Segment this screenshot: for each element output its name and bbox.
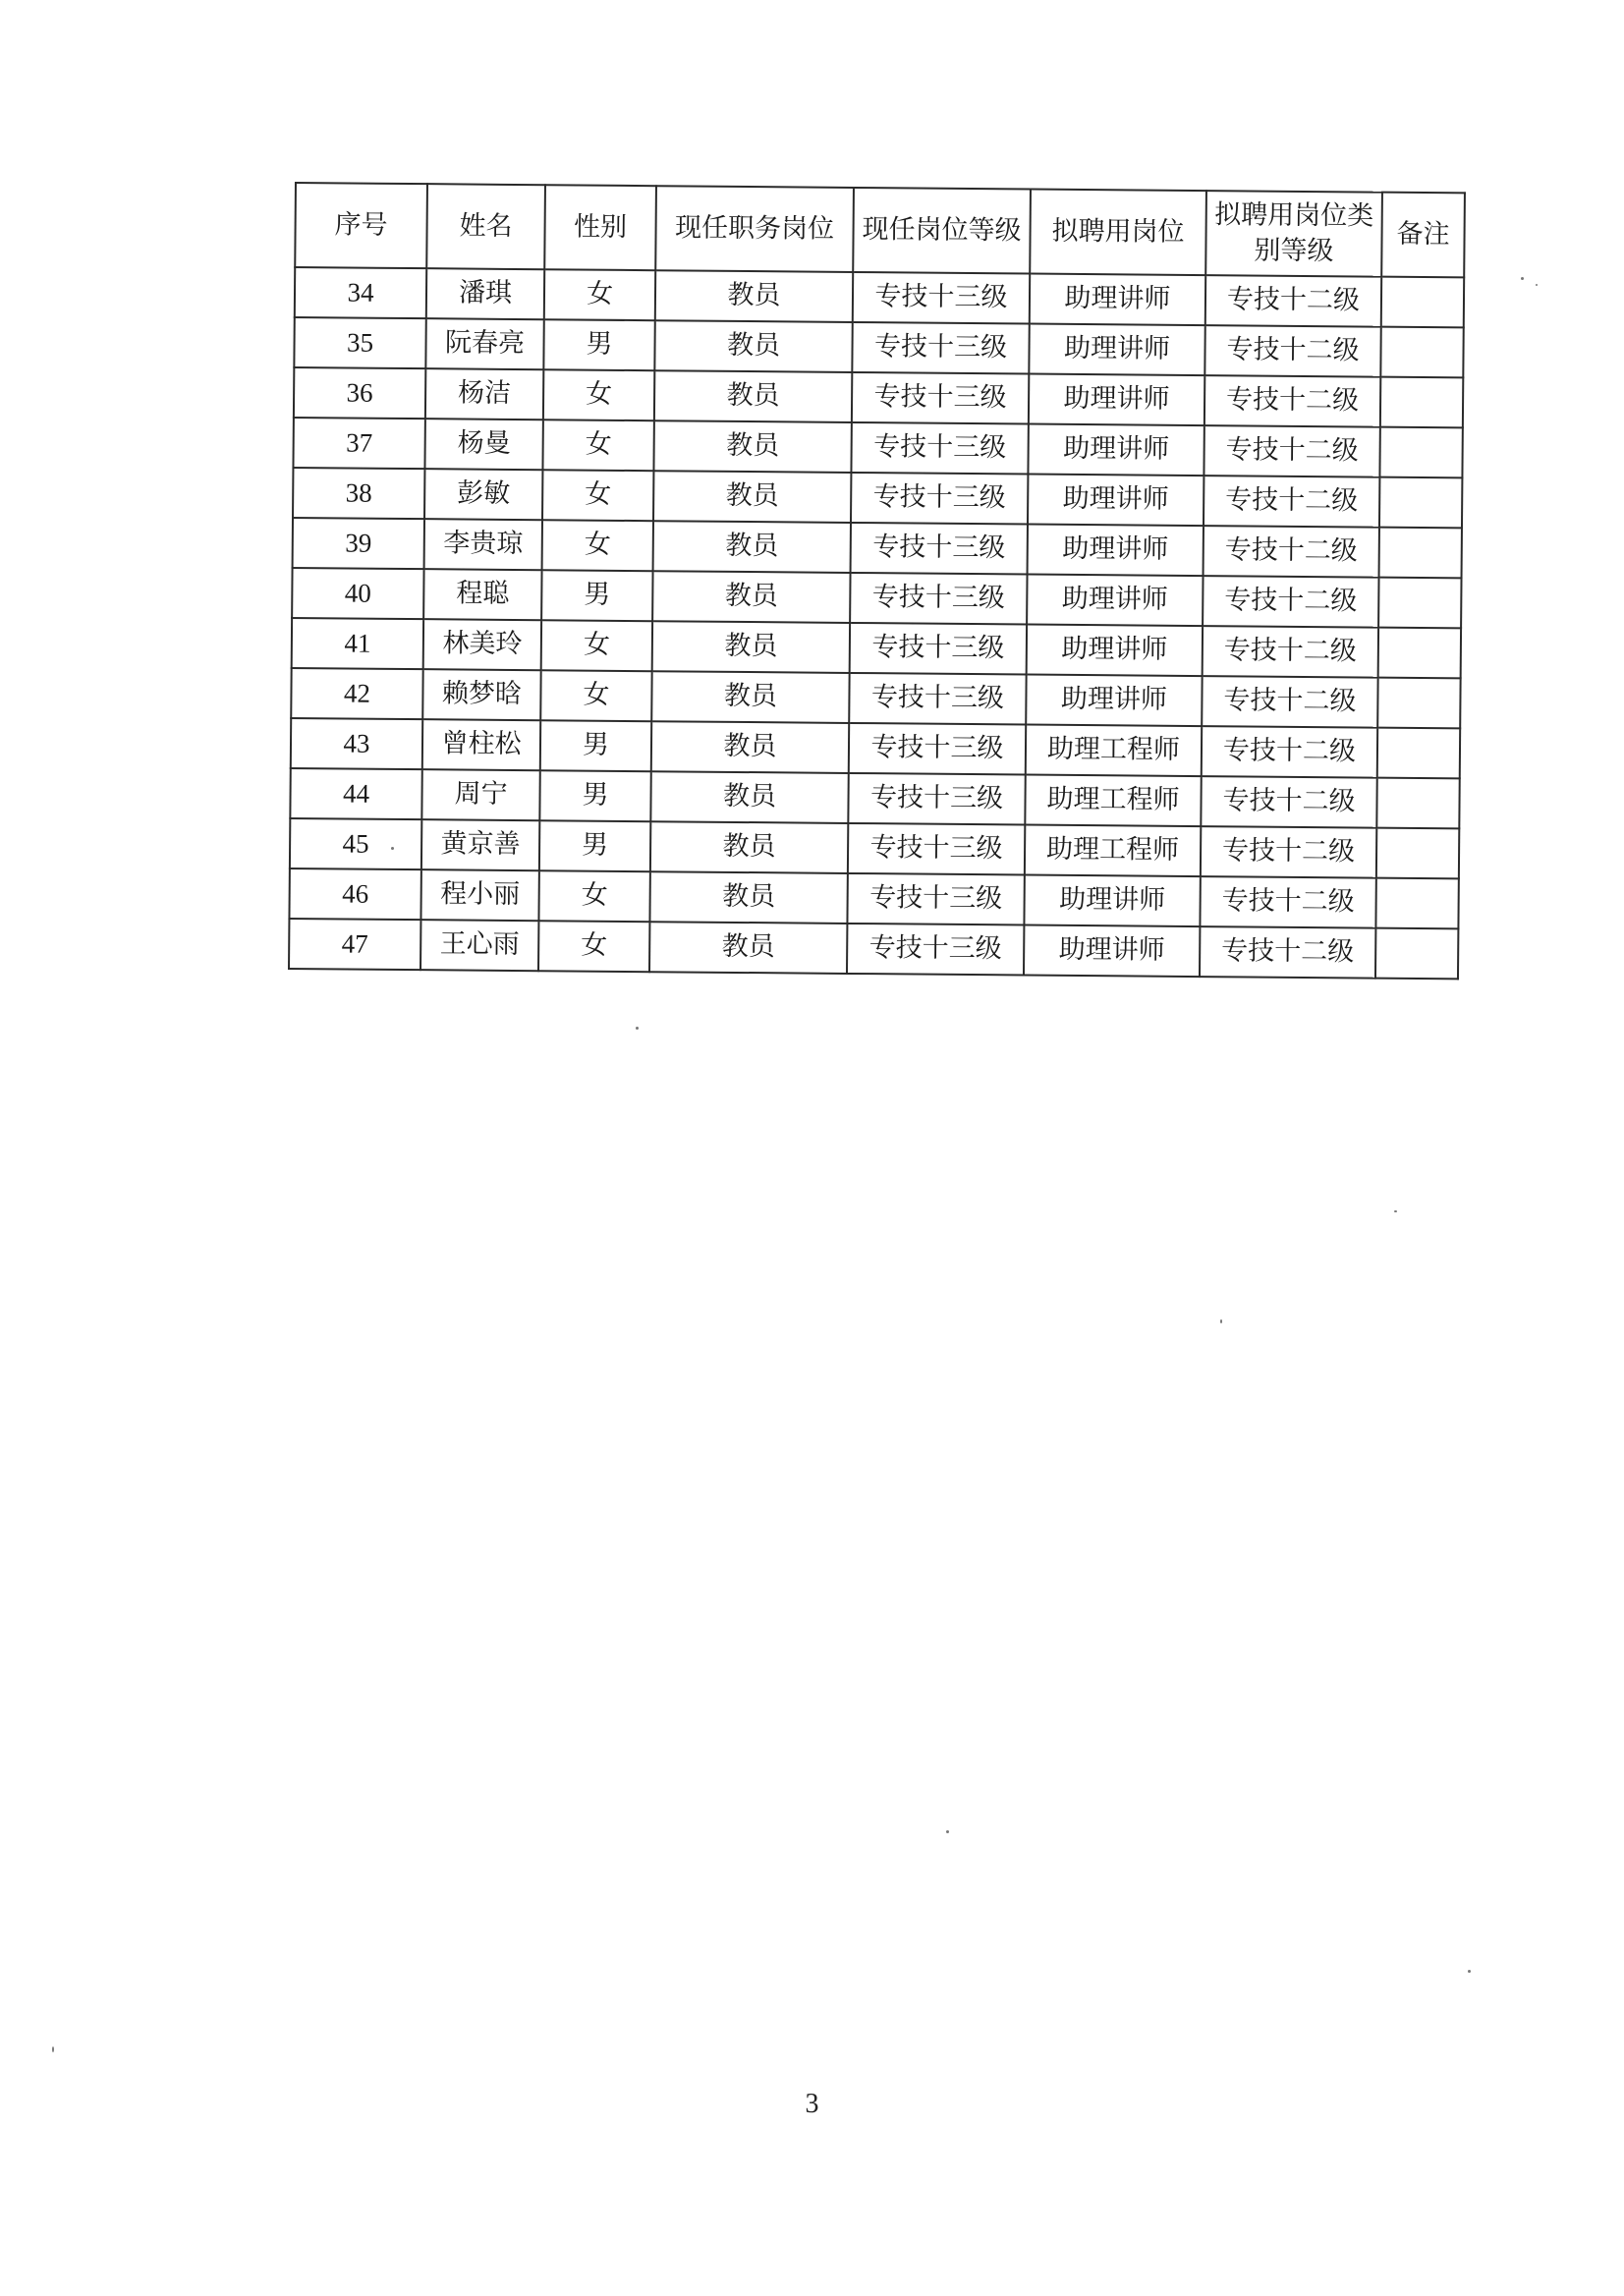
cell-serial-number: 36 bbox=[294, 367, 425, 419]
cell-current-grade: 专技十三级 bbox=[852, 372, 1029, 424]
cell-current-grade: 专技十三级 bbox=[847, 924, 1024, 976]
cell-serial-number: 39 bbox=[293, 518, 424, 569]
cell-serial-number: 44 bbox=[290, 768, 421, 819]
scan-speck bbox=[52, 2046, 54, 2052]
cell-remarks bbox=[1375, 928, 1458, 980]
cell-current-position: 教员 bbox=[654, 320, 852, 372]
cell-remarks bbox=[1379, 427, 1462, 478]
cell-name: 杨曼 bbox=[424, 419, 542, 470]
cell-serial-number: 35 bbox=[294, 317, 425, 368]
cell-remarks bbox=[1379, 477, 1462, 529]
cell-remarks bbox=[1375, 878, 1458, 929]
cell-current-position: 教员 bbox=[650, 771, 848, 823]
cell-name: 赖梦晗 bbox=[422, 669, 540, 720]
header-gender: 性别 bbox=[544, 185, 656, 270]
cell-gender: 女 bbox=[541, 620, 652, 671]
cell-name: 彭敏 bbox=[424, 469, 542, 520]
cell-remarks bbox=[1377, 678, 1460, 729]
scan-speck bbox=[1394, 1210, 1397, 1212]
cell-serial-number: 37 bbox=[293, 418, 424, 469]
cell-gender: 男 bbox=[539, 770, 650, 821]
page-number: 3 bbox=[805, 2089, 819, 2119]
cell-gender: 男 bbox=[540, 720, 651, 771]
cell-current-grade: 专技十三级 bbox=[852, 322, 1029, 374]
cell-gender: 女 bbox=[542, 520, 653, 571]
cell-proposed-grade: 专技十二级 bbox=[1201, 776, 1376, 828]
scan-speck bbox=[636, 1027, 639, 1030]
cell-proposed-position: 助理讲师 bbox=[1024, 875, 1200, 927]
cell-remarks bbox=[1379, 528, 1462, 579]
cell-gender: 女 bbox=[540, 670, 651, 721]
cell-current-grade: 专技十三级 bbox=[849, 723, 1026, 775]
cell-remarks bbox=[1376, 828, 1459, 879]
cell-serial-number: 45 bbox=[290, 818, 421, 869]
cell-name: 周宁 bbox=[421, 769, 539, 820]
cell-remarks bbox=[1378, 628, 1461, 679]
cell-proposed-grade: 专技十二级 bbox=[1204, 526, 1379, 578]
cell-serial-number: 42 bbox=[291, 668, 422, 719]
cell-current-position: 教员 bbox=[650, 821, 848, 873]
header-remarks: 备注 bbox=[1381, 193, 1465, 278]
header-serial-number: 序号 bbox=[295, 183, 427, 268]
scan-speck bbox=[391, 847, 394, 850]
cell-serial-number: 34 bbox=[295, 267, 426, 318]
cell-gender: 女 bbox=[542, 470, 653, 521]
cell-serial-number: 41 bbox=[292, 618, 423, 669]
header-current-grade: 现任岗位等级 bbox=[853, 188, 1031, 274]
cell-proposed-position: 助理讲师 bbox=[1026, 675, 1202, 727]
cell-current-grade: 专技十三级 bbox=[849, 673, 1026, 725]
cell-serial-number: 43 bbox=[291, 718, 422, 769]
cell-remarks bbox=[1380, 377, 1463, 428]
header-current-position: 现任职务岗位 bbox=[655, 186, 854, 272]
cell-proposed-grade: 专技十二级 bbox=[1204, 325, 1380, 377]
cell-proposed-position: 助理讲师 bbox=[1028, 525, 1204, 577]
cell-current-position: 教员 bbox=[653, 521, 851, 573]
cell-name: 潘琪 bbox=[426, 268, 544, 319]
cell-name: 程小丽 bbox=[420, 869, 538, 921]
cell-proposed-position: 助理工程师 bbox=[1025, 775, 1201, 827]
cell-proposed-position: 助理工程师 bbox=[1025, 825, 1201, 877]
cell-gender: 女 bbox=[538, 921, 649, 972]
table-header bbox=[295, 183, 1465, 277]
cell-current-grade: 专技十三级 bbox=[851, 422, 1028, 475]
cell-proposed-position: 助理讲师 bbox=[1024, 925, 1200, 978]
scan-speck bbox=[1468, 1970, 1471, 1973]
cell-proposed-grade: 专技十二级 bbox=[1201, 826, 1376, 878]
scan-speck bbox=[946, 1830, 949, 1833]
cell-current-position: 教员 bbox=[655, 270, 853, 322]
cell-current-position: 教员 bbox=[652, 571, 850, 623]
cell-proposed-grade: 专技十二级 bbox=[1204, 476, 1379, 528]
cell-proposed-grade: 专技十二级 bbox=[1205, 275, 1381, 327]
cell-remarks bbox=[1380, 327, 1463, 378]
cell-proposed-grade: 专技十二级 bbox=[1203, 576, 1378, 628]
cell-remarks bbox=[1376, 778, 1459, 829]
cell-proposed-position: 助理讲师 bbox=[1028, 475, 1204, 527]
cell-current-grade: 专技十三级 bbox=[851, 523, 1028, 575]
cell-name: 黄京善 bbox=[421, 819, 539, 870]
cell-current-position: 教员 bbox=[652, 621, 850, 673]
table-body bbox=[289, 267, 1464, 979]
cell-gender: 男 bbox=[543, 319, 654, 370]
cell-name: 程聪 bbox=[423, 569, 541, 620]
cell-serial-number: 46 bbox=[289, 868, 420, 920]
header-proposed-position: 拟聘用岗位 bbox=[1030, 190, 1206, 276]
cell-name: 李贵琼 bbox=[424, 519, 542, 570]
cell-current-grade: 专技十三级 bbox=[850, 623, 1027, 675]
cell-proposed-grade: 专技十二级 bbox=[1200, 876, 1375, 928]
cell-current-grade: 专技十三级 bbox=[851, 473, 1028, 525]
cell-serial-number: 40 bbox=[292, 568, 423, 619]
cell-gender: 女 bbox=[543, 369, 654, 420]
cell-proposed-position: 助理讲师 bbox=[1028, 424, 1204, 476]
cell-remarks bbox=[1381, 277, 1464, 328]
cell-current-position: 教员 bbox=[653, 420, 851, 473]
cell-proposed-position: 助理讲师 bbox=[1027, 575, 1203, 627]
cell-current-position: 教员 bbox=[651, 671, 849, 723]
cell-proposed-grade: 专技十二级 bbox=[1202, 676, 1377, 728]
cell-proposed-grade: 专技十二级 bbox=[1202, 726, 1377, 778]
cell-proposed-grade: 专技十二级 bbox=[1204, 375, 1380, 427]
cell-gender: 女 bbox=[538, 870, 649, 922]
cell-serial-number: 38 bbox=[293, 468, 424, 519]
cell-gender: 女 bbox=[544, 269, 655, 320]
cell-name: 杨洁 bbox=[425, 368, 543, 420]
cell-name: 王心雨 bbox=[420, 920, 538, 971]
cell-gender: 男 bbox=[541, 570, 652, 621]
cell-current-grade: 专技十三级 bbox=[850, 573, 1027, 625]
scan-speck bbox=[1521, 277, 1524, 280]
header-proposed-grade: 拟聘用岗位类别等级 bbox=[1205, 191, 1382, 277]
cell-proposed-position: 助理讲师 bbox=[1030, 274, 1205, 326]
cell-name: 曾柱松 bbox=[422, 719, 540, 770]
cell-gender: 男 bbox=[539, 820, 650, 871]
cell-current-position: 教员 bbox=[649, 871, 847, 924]
cell-name: 林美玲 bbox=[423, 619, 541, 670]
cell-serial-number: 47 bbox=[289, 919, 420, 970]
cell-current-grade: 专技十三级 bbox=[848, 823, 1025, 875]
cell-current-position: 教员 bbox=[649, 922, 847, 974]
scan-speck bbox=[1220, 1319, 1222, 1323]
cell-current-position: 教员 bbox=[653, 471, 851, 523]
cell-current-position: 教员 bbox=[651, 721, 849, 773]
header-name: 姓名 bbox=[426, 184, 545, 269]
cell-current-position: 教员 bbox=[654, 370, 852, 422]
cell-name: 阮春亮 bbox=[425, 318, 543, 369]
cell-current-grade: 专技十三级 bbox=[853, 272, 1030, 324]
scan-speck bbox=[1536, 284, 1538, 286]
cell-proposed-grade: 专技十二级 bbox=[1204, 425, 1379, 477]
cell-proposed-position: 助理工程师 bbox=[1026, 725, 1202, 777]
cell-current-grade: 专技十三级 bbox=[848, 773, 1025, 825]
header-row bbox=[295, 183, 1465, 277]
cell-gender: 女 bbox=[542, 420, 653, 471]
cell-proposed-position: 助理讲师 bbox=[1029, 324, 1204, 376]
cell-remarks bbox=[1378, 578, 1461, 629]
cell-current-grade: 专技十三级 bbox=[847, 873, 1024, 925]
cell-proposed-grade: 专技十二级 bbox=[1203, 626, 1378, 678]
cell-proposed-position: 助理讲师 bbox=[1027, 625, 1203, 677]
cell-proposed-position: 助理讲师 bbox=[1029, 374, 1204, 426]
cell-remarks bbox=[1377, 728, 1460, 779]
cell-proposed-grade: 专技十二级 bbox=[1200, 926, 1375, 979]
staff-appointment-table bbox=[288, 182, 1466, 980]
table-row bbox=[289, 919, 1458, 979]
